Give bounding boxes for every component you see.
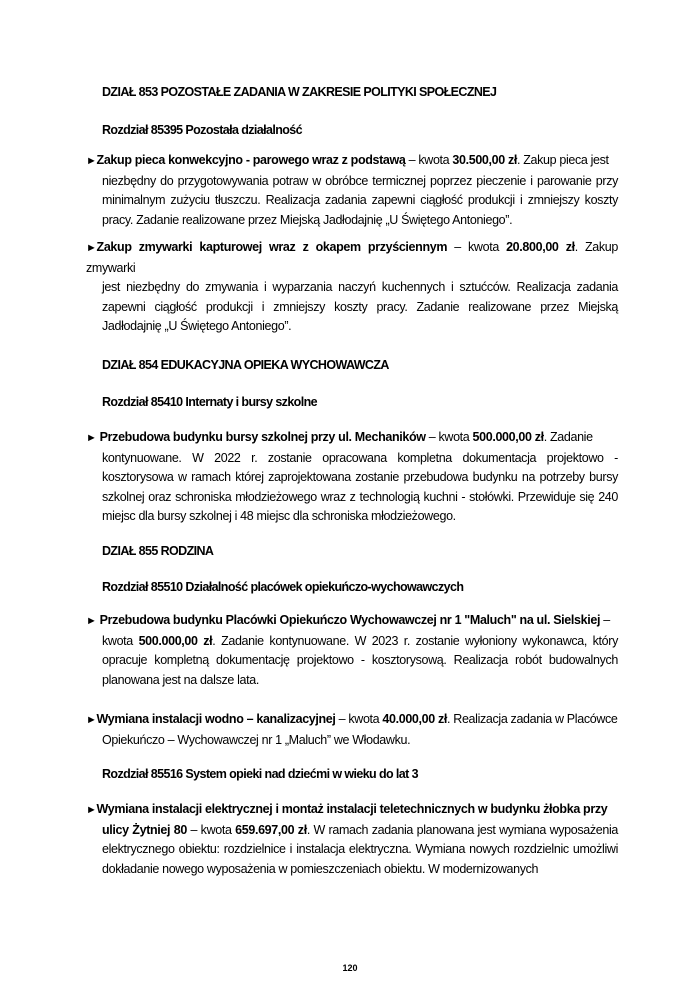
list-item: [86, 710, 618, 750]
item-description: . W ramach zadania planowana jest wymiana wyposażenia elektrycznego obiektu: rozdzielnice i instalacja elektryczna. Wymiana nowych rozdzielnic umożliwi dokładanie nowego wyposażenia w pomieszczeniach obiektu. W modernizowanych: [102, 822, 618, 876]
item-title: Przebudowa budynku Placówki Opiekuńczo Wychowawczej nr 1 "Maluch" na ul. Sielskiej: [99, 613, 601, 627]
item-amount: 500.000,00 zł: [138, 633, 213, 648]
chapter-heading-85395: Rozdział 85395 Pozostała działalność: [102, 123, 303, 137]
item-description: jest niezbędny do zmywania i wyparzania naczyń kuchennych i sztućców. Realizacja zadania zapewni ciągłość produkcji i zmniejszy koszty pracy. Zadanie realizowane przez Miejską Jadłodajnię „U Świętego Antoniego”.: [102, 280, 618, 333]
list-item: [86, 151, 618, 230]
item-amount: 500.000,00 zł: [472, 430, 544, 444]
section-heading-854: DZIAŁ 854 EDUKACYJNA OPIEKA WYCHOWAWCZA: [102, 358, 389, 372]
item-amount: 40.000,00 zł: [382, 712, 448, 726]
item-title: Zakup zmywarki kapturowej wraz z okapem przyściennym: [96, 240, 448, 254]
item-text: . Zakup pieca jest: [517, 153, 609, 167]
separator: – kwota: [335, 712, 383, 726]
item-text: kwota: [102, 633, 139, 648]
bullet-arrow-icon: ►: [86, 804, 97, 816]
chapter-heading-85510: Rozdział 85510 Działalność placówek opiekuńczo-wychowawczych: [102, 580, 464, 594]
separator: – kwota: [405, 153, 453, 167]
item-description: . Zadanie kontynuowane. W 2023 r. zostanie wyłoniony wykonawca, który opracuje kompletną dokumentację projektowo - kosztorysową. Realizacja robót budowalnych planowana jest na dalsze lata.: [102, 633, 618, 687]
bullet-arrow-icon: ►: [86, 242, 97, 254]
page-number: 120: [342, 963, 358, 973]
section-heading-855: DZIAŁ 855 RODZINA: [102, 544, 214, 558]
item-description: kontynuowane. W 2022 r. zostanie opracowana kompletna dokumentacja projektowo - kosztorysowa w ramach której zaprojektowana zostanie przebudowa budynku na potrzeby bursy szkolnej oraz schroniska młodzieżowego wraz z technologią kuchni - stołówki. Przewiduje się 240 miejsc dla bursy szkolnej i 48 miejsc dla schroniska młodzieżowego.: [102, 450, 618, 523]
list-item: [86, 238, 618, 337]
chapter-heading-85516: Rozdział 85516 System opieki nad dziećmi w wieku do lat 3: [102, 767, 418, 781]
item-title: Wymiana instalacji wodno – kanalizacyjnej: [96, 712, 336, 726]
list-item: [86, 800, 618, 879]
bullet-arrow-icon: ►: [86, 714, 97, 726]
chapter-heading-85410: Rozdział 85410 Internaty i bursy szkolne: [102, 395, 317, 409]
section-heading-853: DZIAŁ 853 POZOSTAŁE ZADANIA W ZAKRESIE POLITYKI SPOŁECZNEJ: [102, 85, 497, 99]
item-text: . Realizacja zadania w Placówce: [447, 712, 618, 726]
list-item: [86, 611, 618, 690]
item-title: Zakup pieca konwekcyjno - parowego wraz z podstawą: [96, 153, 406, 167]
list-item: [86, 428, 618, 527]
bullet-arrow-icon: ►: [86, 155, 97, 167]
item-amount: 30.500,00 zł: [452, 153, 517, 167]
item-title: Przebudowa budynku bursy szkolnej przy ul. Mechaników: [99, 430, 426, 444]
item-description: Opiekuńczo – Wychowawczej nr 1 „Maluch” we Włodawku.: [102, 732, 411, 747]
item-text: . Zakup zmywarki: [86, 240, 618, 275]
item-description: niezbędny do przygotowywania potraw w obróbce termicznej poprzez pieczenie i parowanie przy minimalnym zużyciu tłuszczu. Realizacja zadania zapewni ciągłość produkcji i zmniejszy koszty pracy. Zadanie realizowane przez Miejską Jadłodajnię „U Świętego Antoniego”.: [102, 173, 618, 227]
item-text: . Zadanie: [543, 430, 593, 444]
separator: – kwota: [186, 822, 236, 837]
item-title: Wymiana instalacji elektrycznej i montaż instalacji teletechnicznych w budynku żłobka przy: [96, 802, 608, 816]
item-title-continued: ulicy Żytniej 80: [102, 822, 187, 837]
separator: – kwota: [425, 430, 473, 444]
separator: – kwota: [447, 240, 507, 254]
bullet-arrow-icon: ►: [86, 615, 97, 627]
item-amount: 20.800,00 zł: [506, 240, 575, 254]
separator: –: [600, 613, 610, 627]
bullet-arrow-icon: ►: [86, 432, 97, 444]
item-amount: 659.697,00 zł: [235, 822, 307, 837]
